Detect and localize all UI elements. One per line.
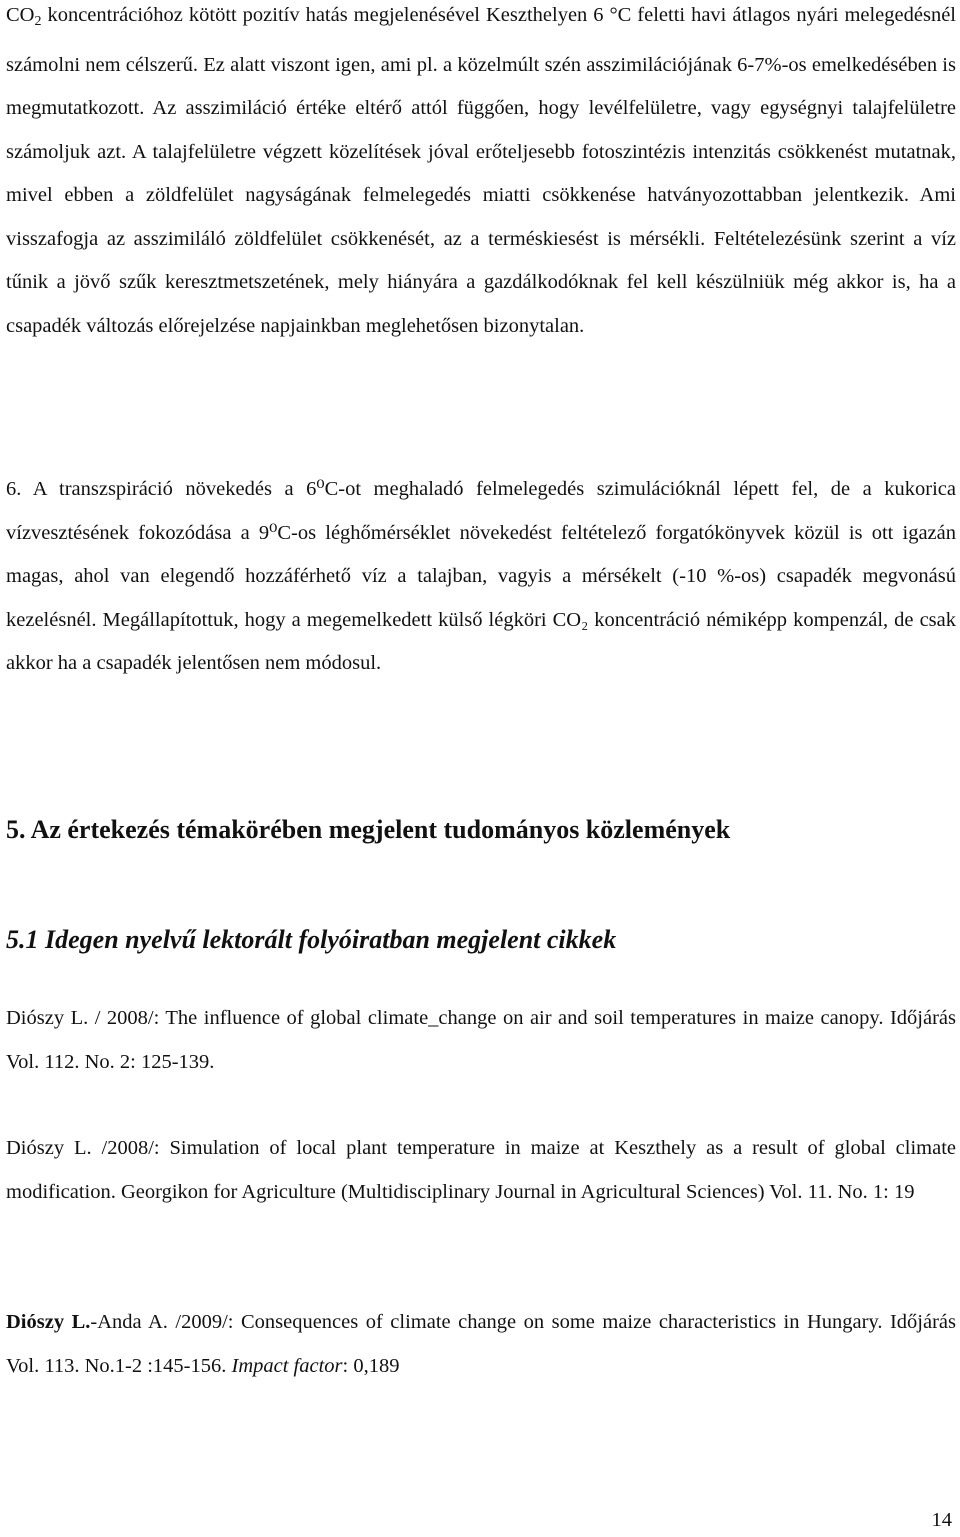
reference-text: -Anda A. /2009/: Consequences of climate change on some maize characteristics in Hungary. Időjárás Vol. 113. No.1-2 :145-156. <box>6 1311 957 1377</box>
paragraph-transpiration: 6. A transzspiráció növekedés a 6⁰C-ot meghaladó felmelegedés szimulációknál lépett fel, de a kukorica vízvesztésének fokozódása a 9⁰C-os léghőmérséklet növekedést feltételező forgatókönyvek közül is ott igazán magas, ahol van elegendő hozzáférhető víz a talajban, vagyis a mérsékelt (-10 %-os) csapadék megvonású kezelésnél. Megállapítottuk, hogy a megemelkedett külső légköri CO₂ koncentráció némiképp kompenzál, de csak akkor ha a csapadék jelentősen nem módosul. <box>6 478 956 674</box>
paragraph-assimilation <box>6 0 956 348</box>
co2-subscript: 2 <box>34 14 42 29</box>
reference-item: Diószy L. /2008/: Simulation of local plant temperature in maize at Keszthely as a result of global climate modification. Georgikon for Agriculture (Multidisciplinary Journal in Agricultural Sciences) Vol. 11. No. 1: 19 <box>6 1137 956 1203</box>
paragraph-assimilation-text: koncentrációhoz kötött pozitív hatás megjelenésével Keszthelyen 6 °C feletti havi átlagos nyári melegedésnél számolni nem célszerű. Ez alatt viszont igen, ami pl. a közelmúlt szén asszimilációjának 6-7%-os emelkedésében is megmutatkozott. Az asszimiláció értéke eltérő attól függően, hogy levélfelületre, vagy egységnyi talajfelületre számoljuk azt. A talajfelületre végzett közelítések jóval erőteljesebb fotoszintézis intenzitás csökkenést mutatnak, mivel ebben a zöldfelület nagyságának felmelegedés miatti csökkenése hatványozottabban jelentkezik. Ami visszafogja az asszimiláló zöldfelület csökkenését, az a terméskiesést is mérsékli. Feltételezésünk szerint a víz tűnik a jövő szűk keresztmetszetének, mely hiányára a gazdálkodóknak fel kell készülniük még akkor is, ha a csapadék változás előrejelzése napjainkban meglehetősen bizonytalan. <box>6 4 956 337</box>
impact-factor-value: : 0,189 <box>342 1354 400 1377</box>
reference-item <box>6 1301 956 1388</box>
reference-author-bold: Diószy L. <box>6 1311 91 1333</box>
page-number: 14 <box>931 1509 952 1531</box>
co2-prefix: CO <box>6 4 35 26</box>
section-5-1-heading: 5.1 Idegen nyelvű lektorált folyóiratban megjelent cikkek <box>6 925 617 954</box>
reference-item: Diószy L. / 2008/: The influence of global climate_change on air and soil temperatures in maize canopy. Időjárás Vol. 112. No. 2: 125-139. <box>6 1007 956 1073</box>
section-5-heading: 5. Az értekezés témakörében megjelent tudományos közlemények <box>6 815 731 844</box>
impact-factor-label: Impact factor <box>231 1354 343 1377</box>
